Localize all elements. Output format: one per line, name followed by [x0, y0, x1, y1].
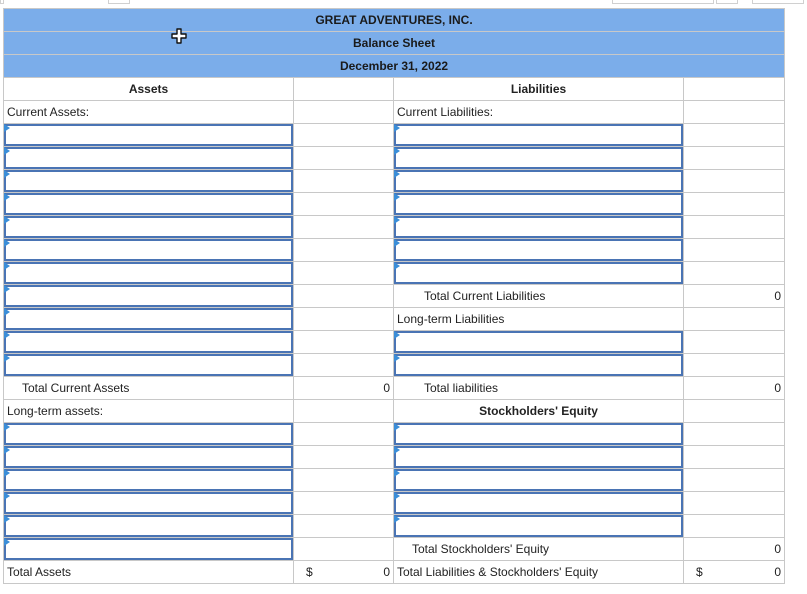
top-tab — [716, 0, 738, 4]
total-liabilities-label: Total liabilities — [394, 377, 684, 400]
text-input[interactable] — [6, 195, 291, 213]
text-input[interactable] — [6, 310, 291, 328]
current-liability-name-input[interactable] — [394, 262, 684, 285]
dropdown-marker-icon — [394, 239, 400, 247]
current-liability-name-input[interactable] — [394, 124, 684, 147]
table-row — [4, 561, 785, 584]
empty-cell — [684, 308, 785, 331]
header-row — [4, 55, 785, 78]
table-row — [4, 354, 785, 377]
dropdown-marker-icon — [4, 262, 10, 270]
long-term-liability-name-input[interactable] — [394, 331, 684, 354]
current-liability-name-input[interactable] — [394, 216, 684, 239]
dropdown-marker-icon — [394, 170, 400, 178]
current-liability-name-input[interactable] — [394, 239, 684, 262]
empty-cell — [684, 78, 785, 101]
table-row — [4, 216, 785, 239]
dropdown-marker-icon — [4, 147, 10, 155]
text-input[interactable] — [396, 425, 681, 443]
dropdown-marker-icon — [394, 469, 400, 477]
text-input[interactable] — [396, 333, 681, 351]
text-input[interactable] — [6, 287, 291, 305]
text-input[interactable] — [6, 218, 291, 236]
amount-cell[interactable] — [294, 262, 394, 285]
current-asset-name-input[interactable] — [4, 262, 294, 285]
total-current-liabilities-label: Total Current Liabilities — [394, 285, 684, 308]
text-input[interactable] — [396, 149, 681, 167]
balance-sheet-table — [3, 8, 785, 584]
long-term-asset-name-input[interactable] — [4, 469, 294, 492]
top-tab — [752, 0, 804, 4]
equity-name-input[interactable] — [394, 423, 684, 446]
empty-cell — [294, 78, 394, 101]
equity-name-input[interactable] — [394, 515, 684, 538]
current-asset-name-input[interactable] — [4, 285, 294, 308]
table-row — [4, 193, 785, 216]
current-asset-name-input[interactable] — [4, 331, 294, 354]
long-term-liability-name-input[interactable] — [394, 354, 684, 377]
empty-cell — [684, 101, 785, 124]
total-current-assets-value: 0 — [294, 377, 394, 400]
text-input[interactable] — [6, 471, 291, 489]
amount-cell[interactable] — [294, 216, 394, 239]
dropdown-marker-icon — [4, 124, 10, 132]
current-asset-name-input[interactable] — [4, 147, 294, 170]
dropdown-marker-icon — [394, 423, 400, 431]
table-row — [4, 400, 785, 423]
text-input[interactable] — [6, 241, 291, 259]
amount-cell[interactable] — [684, 446, 785, 469]
current-liability-name-input[interactable] — [394, 193, 684, 216]
text-input[interactable] — [6, 126, 291, 144]
dropdown-marker-icon — [4, 193, 10, 201]
amount-cell[interactable] — [684, 515, 785, 538]
text-input[interactable] — [6, 448, 291, 466]
dropdown-marker-icon — [394, 354, 400, 362]
dropdown-marker-icon — [4, 216, 10, 224]
long-term-asset-name-input[interactable] — [4, 446, 294, 469]
amount-cell[interactable] — [684, 354, 785, 377]
amount-cell[interactable] — [294, 515, 394, 538]
current-asset-name-input[interactable] — [4, 193, 294, 216]
long-term-asset-name-input[interactable] — [4, 515, 294, 538]
amount-cell[interactable] — [294, 446, 394, 469]
text-input[interactable] — [396, 471, 681, 489]
current-liability-name-input[interactable] — [394, 147, 684, 170]
current-assets-label: Current Assets: — [4, 101, 294, 124]
amount-cell[interactable] — [294, 193, 394, 216]
current-asset-name-input[interactable] — [4, 216, 294, 239]
equity-name-input[interactable] — [394, 446, 684, 469]
text-input[interactable] — [6, 149, 291, 167]
amount-cell[interactable] — [684, 492, 785, 515]
amount-cell[interactable] — [684, 216, 785, 239]
long-term-asset-name-input[interactable] — [4, 538, 294, 561]
table-row — [4, 446, 785, 469]
total-liabilities-equity-cell — [684, 561, 785, 584]
amount-cell[interactable] — [684, 331, 785, 354]
assets-heading: Assets — [4, 78, 294, 101]
amount-cell[interactable] — [294, 423, 394, 446]
text-input[interactable] — [6, 172, 291, 190]
table-row — [4, 308, 785, 331]
total-liabilities-value: 0 — [684, 377, 785, 400]
total-assets-value: 0 — [383, 565, 390, 579]
dropdown-marker-icon — [394, 492, 400, 500]
dropdown-marker-icon — [394, 124, 400, 132]
amount-cell[interactable] — [684, 469, 785, 492]
table-row — [4, 515, 785, 538]
text-input[interactable] — [396, 218, 681, 236]
total-liabilities-equity-label: Total Liabilities & Stockholders' Equity — [394, 561, 684, 584]
dropdown-marker-icon — [4, 515, 10, 523]
text-input[interactable] — [6, 425, 291, 443]
dropdown-marker-icon — [4, 423, 10, 431]
long-term-liabilities-label: Long-term Liabilities — [394, 308, 684, 331]
table-row — [4, 492, 785, 515]
statement-title: Balance Sheet — [4, 32, 785, 55]
header-row — [4, 32, 785, 55]
amount-cell[interactable] — [294, 331, 394, 354]
dropdown-marker-icon — [394, 147, 400, 155]
table-row — [4, 239, 785, 262]
text-input[interactable] — [396, 356, 681, 374]
amount-cell[interactable] — [684, 239, 785, 262]
long-term-asset-name-input[interactable] — [4, 423, 294, 446]
dropdown-marker-icon — [4, 308, 10, 316]
amount-cell[interactable] — [294, 469, 394, 492]
text-input[interactable] — [396, 517, 681, 535]
total-liabilities-equity-value: 0 — [774, 565, 782, 579]
amount-cell[interactable] — [684, 124, 785, 147]
table-row — [4, 377, 785, 400]
top-strip — [0, 0, 807, 4]
long-term-assets-label: Long-term assets: — [4, 400, 294, 423]
amount-cell[interactable] — [294, 239, 394, 262]
text-input[interactable] — [396, 241, 681, 259]
dropdown-marker-icon — [4, 170, 10, 178]
table-row — [4, 262, 785, 285]
total-stockholders-equity-value: 0 — [684, 538, 785, 561]
equity-name-input[interactable] — [394, 492, 684, 515]
empty-cell — [294, 101, 394, 124]
text-input[interactable] — [396, 494, 681, 512]
currency-symbol: $ — [696, 565, 703, 579]
current-liability-name-input[interactable] — [394, 170, 684, 193]
total-assets-cell — [294, 561, 394, 584]
current-asset-name-input[interactable] — [4, 124, 294, 147]
text-input[interactable] — [396, 172, 681, 190]
amount-cell[interactable] — [684, 147, 785, 170]
text-input[interactable] — [6, 333, 291, 351]
dropdown-marker-icon — [394, 331, 400, 339]
total-assets-label: Total Assets — [4, 561, 294, 584]
dropdown-marker-icon — [4, 492, 10, 500]
empty-cell — [294, 400, 394, 423]
dropdown-marker-icon — [4, 239, 10, 247]
dropdown-marker-icon — [394, 515, 400, 523]
dropdown-marker-icon — [4, 446, 10, 454]
amount-cell[interactable] — [684, 193, 785, 216]
table-row — [4, 124, 785, 147]
amount-cell[interactable] — [294, 308, 394, 331]
text-input[interactable] — [6, 540, 291, 558]
text-input[interactable] — [396, 264, 681, 282]
total-stockholders-equity-label: Total Stockholders' Equity — [394, 538, 684, 561]
table-row — [4, 331, 785, 354]
equity-name-input[interactable] — [394, 469, 684, 492]
text-input[interactable] — [6, 494, 291, 512]
dropdown-marker-icon — [4, 331, 10, 339]
amount-cell[interactable] — [294, 285, 394, 308]
amount-cell[interactable] — [294, 538, 394, 561]
amount-cell[interactable] — [684, 423, 785, 446]
header-row — [4, 9, 785, 32]
top-tab — [0, 0, 4, 4]
dropdown-marker-icon — [4, 538, 10, 546]
empty-cell — [684, 400, 785, 423]
amount-cell[interactable] — [684, 262, 785, 285]
dropdown-marker-icon — [394, 262, 400, 270]
current-liabilities-label: Current Liabilities: — [394, 101, 684, 124]
table-row — [4, 538, 785, 561]
liabilities-heading: Liabilities — [394, 78, 684, 101]
dropdown-marker-icon — [394, 193, 400, 201]
current-asset-name-input[interactable] — [4, 170, 294, 193]
table-row — [4, 101, 785, 124]
long-term-asset-name-input[interactable] — [4, 492, 294, 515]
total-current-assets-label: Total Current Assets — [4, 377, 294, 400]
current-asset-name-input[interactable] — [4, 239, 294, 262]
total-current-liabilities-value: 0 — [684, 285, 785, 308]
table-row — [4, 170, 785, 193]
amount-cell[interactable] — [294, 354, 394, 377]
amount-cell[interactable] — [294, 124, 394, 147]
text-input[interactable] — [396, 448, 681, 466]
amount-cell[interactable] — [294, 170, 394, 193]
currency-symbol: $ — [306, 565, 313, 579]
dropdown-marker-icon — [4, 354, 10, 362]
top-tab — [108, 0, 130, 4]
move-cursor-icon — [171, 28, 187, 44]
text-input[interactable] — [6, 356, 291, 374]
text-input[interactable] — [6, 264, 291, 282]
dropdown-marker-icon — [394, 216, 400, 224]
amount-cell[interactable] — [684, 170, 785, 193]
column-heading-row — [4, 78, 785, 101]
text-input[interactable] — [6, 517, 291, 535]
table-row — [4, 285, 785, 308]
table-row — [4, 423, 785, 446]
text-input[interactable] — [396, 126, 681, 144]
table-row — [4, 469, 785, 492]
text-input[interactable] — [396, 195, 681, 213]
table-row — [4, 147, 785, 170]
dropdown-marker-icon — [4, 285, 10, 293]
current-asset-name-input[interactable] — [4, 308, 294, 331]
current-asset-name-input[interactable] — [4, 354, 294, 377]
dropdown-marker-icon — [394, 446, 400, 454]
company-name: GREAT ADVENTURES, INC. — [4, 9, 785, 32]
top-tab — [612, 0, 714, 4]
stockholders-equity-heading: Stockholders' Equity — [394, 400, 684, 423]
amount-cell[interactable] — [294, 492, 394, 515]
dropdown-marker-icon — [4, 469, 10, 477]
statement-date: December 31, 2022 — [4, 55, 785, 78]
amount-cell[interactable] — [294, 147, 394, 170]
